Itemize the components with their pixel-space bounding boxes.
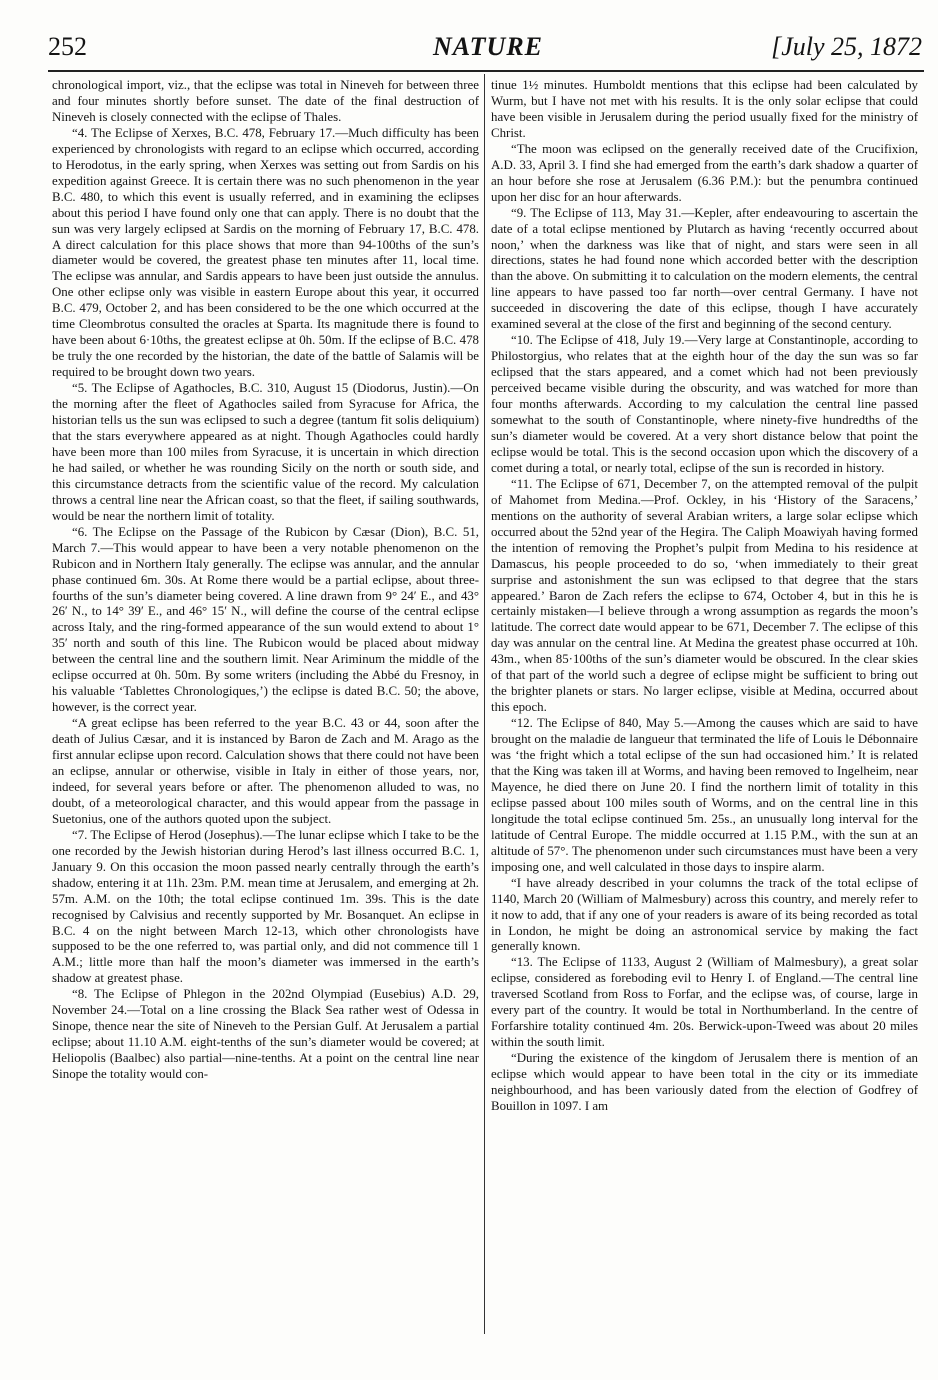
issue-date: [July 25, 1872 xyxy=(771,32,922,61)
paragraph: “8. The Eclipse of Phlegon in the 202nd Olympiad (Eusebius) A.D. 29, November 24.—Total on a line crossing the Black Sea rather west of Odessa in Sinope, thence near the site of Nineveh to the Persian Gulf. At Jerusalem a partial eclipse; about 11.10 A.M. eight-tenths of the sun’s diameter would be covered; at Heliopolis (Baalbec) also partial—nine-tenths. At a point on the central line near Sinope the totality would con- xyxy=(52,987,479,1082)
page-number: 252 xyxy=(48,32,87,61)
paragraph: “The moon was eclipsed on the generally received date of the Crucifixion, A.D. 33, April 3. I find she had emerged from the earth’s dark shadow a quarter of an hour before she rose at Jerusalem (6.36 P.M.): but the penumbra continued upon her disc for an hour afterwards. xyxy=(491,141,918,204)
header-rule xyxy=(48,70,924,72)
column-divider xyxy=(484,74,485,1334)
paragraph: “4. The Eclipse of Xerxes, B.C. 478, February 17.—Much difficulty has been experienced by chronologists with regard to an eclipse which occurred, according to Herodotus, in the early spring, when Xerxes was setting out from Sardis on his expedition against Greece. It is certain there was no such phenomenon in the year B.C. 480, to which this event is usually referred, and in examining the eclipses about this period I have found only one that can apply. There is no doubt that the sun was very largely eclipsed at Sardis on the morning of February 17, B.C. 478. A direct calculation for this place shows that more than 94-100ths of the sun’s diameter would be covered, the greatest phase ten minutes after 11, local time. The eclipse was annular, and Sardis appears to have been just outside the annulus. One other eclipse only was visible in eastern Europe about this year, it occurred B.C. 479, October 2, and has been considered to be the one which occurred at the time Cleombrotus consulted the oracles at Sparta. Its magnitude there is found to have been about 6·10ths, the greatest eclipse at 0h. 50m. If the eclipse of B.C. 478 be truly the one recorded by the historian, the date of the battle of Salamis will be required to be brought down two years. xyxy=(52,125,479,380)
paragraph: “During the existence of the kingdom of Jerusalem there is mention of an eclipse which would appear to have been total in the city or its immediate neighbourhood, and has been variously dated from the election of Godfrey of Bouillon in 1097. I am xyxy=(491,1051,918,1113)
right-column xyxy=(491,78,918,1340)
paragraph: tinue 1½ minutes. Humboldt mentions that this eclipse had been calculated by Wurm, but I have not met with his results. It is the only solar eclipse that could have been visible in Jerusalem during the period usually fixed for the ministry of Christ. xyxy=(491,78,918,140)
paragraph: “12. The Eclipse of 840, May 5.—Among the causes which are said to have brought on the maladie de langueur that terminated the life of Louis le Débonnaire was ‘the fright which a total eclipse of the sun had occasioned him.’ It is related that the King was taken ill at Worms, and having been removed to Ingelheim, near Mayence, he died there on June 20. I find the northern limit of totality in this eclipse passed about 100 miles south of Worms, and on the central line in this longitude the total eclipse continued 5m. 25s., an unusually long interval for the latitude of Central Europe. The middle occurred at 1.15 P.M., with the sun at an altitude of 57°. The phenomenon under such circumstances must have been a very imposing one, and well calculated in those days to inspire alarm. xyxy=(491,716,918,874)
paragraph: “6. The Eclipse on the Passage of the Rubicon by Cæsar (Dion), B.C. 51, March 7.—This would appear to have been a very notable phenomenon on the Rubicon and in Northern Italy generally. The eclipse was annular, and the annular phase continued 6m. 30s. At Rome there would be a partial eclipse, about three-fourths of the sun’s diameter being covered. A line drawn from 9° 24′ E., and 43° 26′ N., to 14° 39′ E., and 46° 15′ N., will define the course of the central eclipse across Italy, and the ring-formed appearance of the sun would extend to about 1° 35′ north and south of this line. The Rubicon would be placed about midway between the central line and the southern limit. Near Ariminum the middle of the eclipse occurred at 0h. 50m. By some writers (including the Abbé du Fresnoy, in his valuable ‘Tablettes Chronologiques,’) the eclipse is dated B.C. 50; the above, however, is the correct year. xyxy=(52,524,479,715)
paragraph: “7. The Eclipse of Herod (Josephus).—The lunar eclipse which I take to be the one recorded by the Jewish historian during Herod’s last illness occurred B.C. 1, January 9. On this occasion the moon passed nearly centrally through the earth’s shadow, entering it at 11h. 23m. P.M. mean time at Jerusalem, and emerging at 2h. 57m. A.M. on the 10th; the total eclipse continued 1m. 39s. This is the date recognised by Calvisius and recently supported by Mr. Bosanquet. An eclipse in B.C. 4 on the night between March 12-13, which other chronologists have supposed to be the one referred to, was partial only, and did not commence till 1 A.M.; little more than half the moon’s diameter was immersed in the earth’s shadow at greatest phase. xyxy=(52,827,479,986)
paragraph: “A great eclipse has been referred to the year B.C. 43 or 44, soon after the death of Julius Cæsar, and it is instanced by Baron de Zach and M. Arago as the first annular eclipse upon record. Calculation shows that there could not have been an eclipse, annular or otherwise, visible in Italy in either of those years, nor, indeed, for several years before or after. The phenomenon alluded to was, no doubt, of a meteorological character, and this would appear from the passage in Suetonius, one of the authors quoted upon the subject. xyxy=(52,716,479,826)
paragraph: “I have already described in your columns the track of the total eclipse of 1140, March 20 (William of Malmesbury) across this country, and merely refer to it now to add, that if any one of your readers is aware of its being recorded as total in London, he might be doing an astronomical service by making the fact generally known. xyxy=(491,875,918,954)
page-header xyxy=(48,32,928,66)
paragraph: “13. The Eclipse of 1133, August 2 (William of Malmesbury), a great solar eclipse, considered as foreboding evil to Henry I. of England.—The central line traversed Scotland from Ross to Forfar, and the eclipse was, of course, large in every part of the country. It would be total in Northumberland. In the centre of Forfarshire totality continued 4m. 20s. Berwick-upon-Tweed was about 20 miles within the south limit. xyxy=(491,955,918,1050)
paragraph: “10. The Eclipse of 418, July 19.—Very large at Constantinople, according to Philostorgius, who relates that at the eighth hour of the day the sun was so far eclipsed that the stars appeared, and a comet which had not been previously perceived became visible during the obscurity, and was watched for more than four months afterwards. According to my calculation the central line passed somewhat to the south of Constantinople, where ninety-five hundredths of the sun’s diameter would be covered. At a very short distance below that point the eclipse would be total. This is the second occasion upon which the discovery of a comet during a total, or nearly total, eclipse of the sun is recorded in history. xyxy=(491,333,918,475)
paragraph: “11. The Eclipse of 671, December 7, on the attempted removal of the pulpit of Mahomet from Medina.—Prof. Ockley, in his ‘History of the Saracens,’ mentions on the authority of several Arabian writers, a large solar eclipse which occurred about the 52nd year of the Hegira. The Caliph Moawiyah having formed the intention of removing the Prophet’s pulpit from Medina to his residence at Damascus, his people proceeded to do so, ‘when immediately to their great surprise and astonishment the sun was eclipsed to that degree that the stars appeared.’ Baron de Zach refers the eclipse to 674, October 4, but in this he is certainly mistaken—I believe through a wrong assumption as regards the moon’s latitude. The correct date would appear to be 671, December 7. The eclipse of this day was annular on the central line. At Medina the greatest phase occurred at 10h. 43m., when 85·100ths of the sun’s diameter would be obscured. In the clear skies of that part of the world such a degree of eclipse might be sufficient to bring out the brighter planets or stars. No larger eclipse, visible at Medina, occurred about this epoch. xyxy=(491,476,918,715)
left-column xyxy=(52,78,479,1340)
paragraph: “9. The Eclipse of 113, May 31.—Kepler, after endeavouring to ascertain the date of a total eclipse mentioned by Plutarch as having ‘recently occurred about noon,’ when the darkness was like that of night, and stars were seen in all directions, states he had found none which accorded better with the description than the above. On submitting it to calculation on the modern elements, the central line appears to have passed too far north—over central Germany. I have not succeeded in discovering the date of this eclipse, though I have accurately examined several at the close of the first and beginning of the second century. xyxy=(491,205,918,332)
paragraph: “5. The Eclipse of Agathocles, B.C. 310, August 15 (Diodorus, Justin).—On the morning after the fleet of Agathocles sailed from Syracuse for Africa, the historian tells us the sun was eclipsed to such a degree (tantum fit solis deliquium) that the stars everywhere appeared as at night. Though Agathocles could hardly have been more than 100 miles from Syracuse, it is uncertain in which direction he had sailed, or whether he was rounding Sicily on the north or south side, and this circumstance detracts from the scientific value of the record. My calculation throws a central line near the African coast, so that the fleet, if sailing southwards, would be near the northern limit of totality. xyxy=(52,381,479,523)
paragraph: chronological import, viz., that the eclipse was total in Nineveh for between three and four minutes shortly before sunset. The date of the final destruction of Nineveh is closely connected with the eclipse of Thales. xyxy=(52,78,479,124)
journal-title: NATURE xyxy=(432,32,544,61)
